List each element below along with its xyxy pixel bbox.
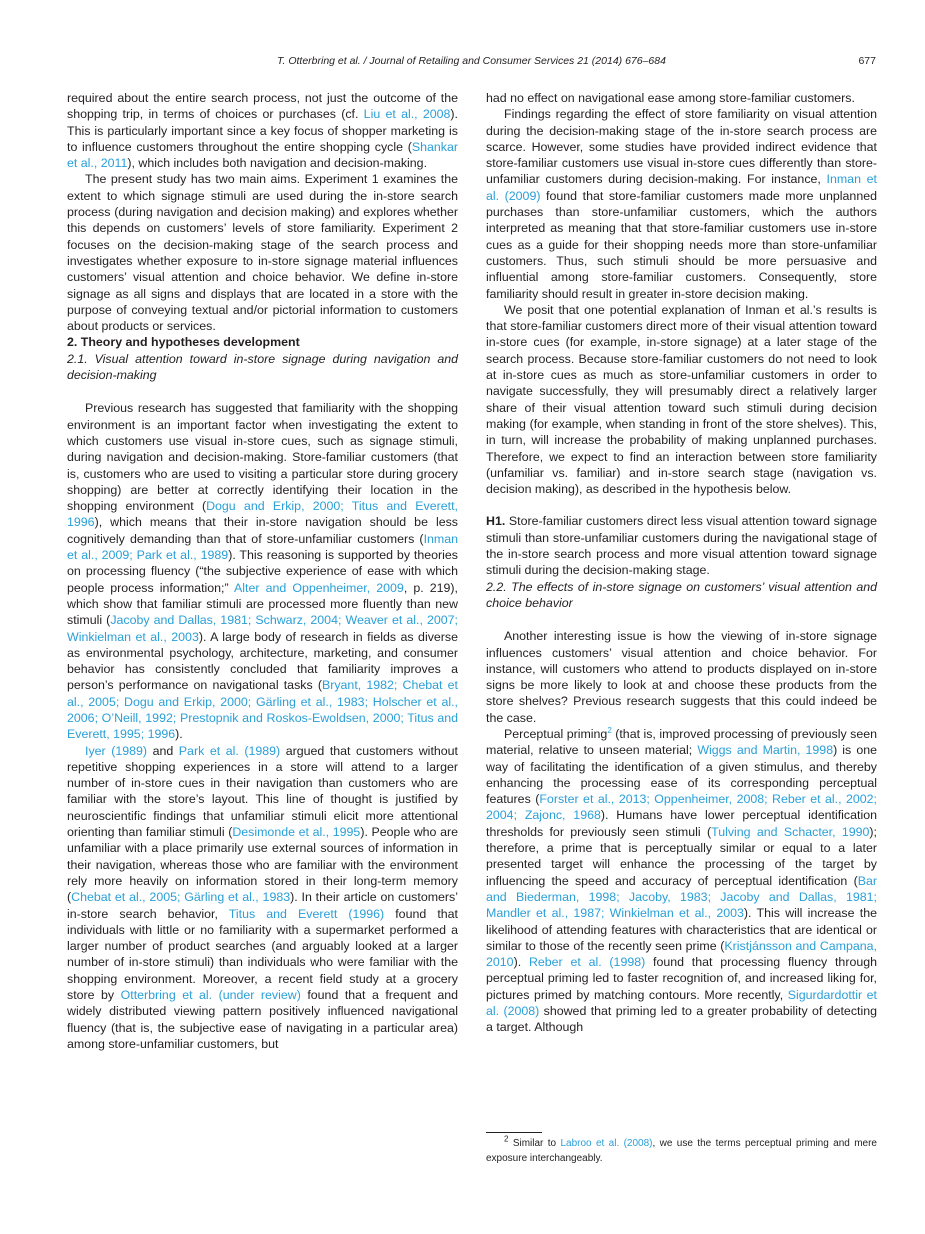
paragraph-text: , p. 219), which show that familiar stimuli are processed more fluently than new stimuli ( bbox=[67, 580, 458, 628]
paragraph-text: ). This is particularly important since a key focus of shopper marketing is to influence customers throughout the entire shopping cycle ( bbox=[67, 107, 458, 154]
citation-link[interactable]: Dogu and Erkip, 2000; Titus and Everett, 1996 bbox=[67, 499, 458, 530]
paragraph bbox=[486, 302, 877, 498]
paragraph-text: found that a frequent and widely distributed viewing pattern positively influenced navigational fluency (that is, the subjective ease of navigating in a particular area) among store-unfamiliar customers, but bbox=[67, 988, 458, 1051]
subsection-heading: 2.1. Visual attention toward in-store signage during navigation and decision-making bbox=[67, 351, 458, 383]
paragraph bbox=[486, 726, 877, 1036]
citation-link[interactable]: Kristjánsson and Campana, 2010 bbox=[486, 938, 877, 970]
page-number: 677 bbox=[858, 55, 876, 67]
running-header bbox=[67, 55, 876, 71]
citation-link[interactable]: Park et al. (1989) bbox=[178, 743, 281, 758]
citation-link[interactable]: Reber et al. (1998) bbox=[528, 955, 646, 970]
paragraph-text: had no effect on navigational ease among store-familiar customers. bbox=[486, 91, 855, 105]
citation-link[interactable]: Titus and Everett (1996) bbox=[228, 906, 385, 921]
paragraph-text: ) is one way of facilitating the identification of a given stimulus, and thereby enhancing the processing ease of its corresponding perceptual features ( bbox=[486, 743, 877, 807]
paragraph-text: ). In their article on customers’ in-store search behavior, bbox=[67, 890, 458, 921]
paragraph-text: Similar to bbox=[508, 1138, 561, 1149]
paragraph-text: ). This will increase the likelihood of attending features with characteristics that are identical or similar to those of the recently seen prime ( bbox=[486, 906, 877, 953]
paragraph-text: (that is, improved processing of previously seen material, relative to unseen material; bbox=[486, 726, 877, 758]
citation-link[interactable]: Bar and Biederman, 1998; Jacoby, 1983; Jacoby and Dallas, 1981; Mandler et al., 1987; Winkielman et al., 2003 bbox=[486, 873, 877, 921]
paragraph-text: We posit that one potential explanation of Inman et al.’s results is that store-familiar customers direct more of their visual attention toward in-store cues (for example, in-store signage) at a later stage of the search process. Because store-familiar customers do not need to look at in-store cues as much as store-unfamiliar customers in order to navigate successfully, they will presumably direct a relatively larger share of their visual attention toward such stimuli during decision making (for example, when standing in front of the store shelves). This, in turn, will increase the probability of making unplanned purchases. Therefore, we expect to find an interaction between store familiarity (unfamiliar vs. familiar) and in-store search stage (navigation vs. decision making), as described in the hypothesis below. bbox=[486, 302, 877, 497]
running-title: T. Otterbring et al. / Journal of Retailing and Consumer Services 21 (2014) 676–684 bbox=[277, 55, 666, 67]
left-column bbox=[67, 90, 458, 1052]
paragraph-text: ); therefore, a prime that is perceptually similar or equal to a later presented target will enhance the processing of the target by influencing the speed and accuracy of perceptual identification ( bbox=[486, 824, 877, 888]
paragraph bbox=[486, 106, 877, 302]
paragraph-text: showed that priming led to a greater probability of detecting a target. Although bbox=[486, 1004, 877, 1035]
paragraph-text: required about the entire search process, not just the outcome of the shopping trip, in terms of choices or purchases (cf. bbox=[67, 91, 458, 122]
footnote-marker: 2 bbox=[504, 1134, 509, 1144]
citation-link[interactable]: Inman et al., 2009; Park et al., 1989 bbox=[67, 531, 458, 563]
citation-link[interactable]: Bryant, 1982; Chebat et al., 2005; Dogu and Erkip, 2000; Gärling et al., 1983; Holscher et al., 2006; O’Neill, 1992; Prestopnik and Roskos-Ewoldsen, 2000; Titus and Everett, 1995; 1996 bbox=[67, 678, 458, 742]
paragraph-text: The present study has two main aims. Experiment 1 examines the extent to which signage stimuli are used during the in-store search process (during navigation and decision making) and explores whether this depends on customers’ levels of store familiarity. Experiment 2 focuses on the decision-making stage of the search process and investigates whether exposure to in-store signage material influences customers’ visual attention and choice behavior. We define in-store signage as all signs and displays that are located in a store with the purpose of conveying textual and/or pictorial information to customers about products or services. bbox=[67, 172, 458, 334]
paragraph-text: ), which includes both navigation and decision-making. bbox=[127, 156, 428, 171]
footnote-ref-link[interactable]: 2 bbox=[607, 725, 612, 735]
paragraph bbox=[67, 171, 458, 334]
paragraph-text: found that individuals with little or no familiarity with a supermarket performed a larger number of product searches (and arguably looked at a larger number of in-store stimuli) than individuals who were familiar with the shopping environment. Moreover, a recent field study at a grocery store by bbox=[67, 906, 458, 1003]
citation-link[interactable]: Otterbring et al. (under review) bbox=[120, 988, 301, 1003]
paragraph-text: found that processing fluency through perceptual priming led to faster recognition of, and increased liking for, pictures primed by matching contours. More recently, bbox=[486, 955, 878, 1002]
citation-link[interactable]: Inman et al. (2009) bbox=[486, 172, 877, 203]
section-heading: 2. Theory and hypotheses development bbox=[67, 335, 300, 350]
hypothesis bbox=[486, 513, 877, 578]
citation-link[interactable]: Labroo et al. (2008) bbox=[560, 1138, 653, 1149]
paragraph-text: found that store-familiar customers made more unplanned purchases than store-unfamiliar customers, which the authors interpreted as meaning that that store-familiar customers use in-store cues as a guide for their shopping needs more than store-unfamiliar customers. Thus, such stimuli should be more persuasive and influential among store-familiar customers. Consequently, store familiarity should result in greater in-store decision making. bbox=[486, 188, 877, 301]
citation-link[interactable]: Forster et al., 2013; Oppenheimer, 2008; Reber et al., 2002; 2004; Zajonc, 1968 bbox=[486, 792, 877, 823]
paragraph-text: ). bbox=[175, 727, 183, 742]
paragraph-text: ). bbox=[513, 955, 529, 970]
paragraph-text: ), which means that their in-store navigation should be less cognitively demanding than that of store-unfamiliar customers ( bbox=[67, 515, 458, 546]
citation-link[interactable]: Desimonde et al., 1995 bbox=[232, 825, 361, 840]
citation-link[interactable]: Liu et al., 2008 bbox=[363, 107, 451, 122]
paragraph-text: Another interesting issue is how the viewing of in-store signage influences customers’ visual attention and choice behavior. For instance, will customers who attend to products displayed on in-store signs be more likely to look at and choose these products from the store shelves? Previous research suggests that this could indeed be the case. bbox=[486, 629, 877, 725]
footnote-rule bbox=[486, 1132, 542, 1133]
citation-link[interactable]: Shankar et al., 2011 bbox=[67, 139, 458, 171]
citation-link[interactable]: Alter and Oppenheimer, 2009 bbox=[234, 580, 404, 595]
citation-link[interactable]: Sigurdardottir et al. (2008) bbox=[486, 987, 878, 1019]
paragraph bbox=[67, 743, 458, 1053]
paragraph-text: ). Humans have lower perceptual identification thresholds for previously seen stimuli ( bbox=[486, 808, 877, 839]
hypothesis-text: Store-familiar customers direct less visual attention toward signage stimuli than store-unfamiliar customers during the navigational stage of the in-store search process and more visual attention toward signage stimuli during the decision-making stage. bbox=[486, 514, 877, 578]
paragraph-text: ). People who are unfamiliar with a place primarily use external sources of information in their navigation, whereas those who are familiar with the environment rely more heavily on information stored in their long-term memory ( bbox=[67, 825, 458, 905]
citation-link[interactable]: Chebat et al., 2005; Gärling et al., 1983 bbox=[71, 890, 291, 905]
footnote bbox=[486, 1132, 877, 1166]
paragraph-text: , we use the terms perceptual priming and mere exposure interchangeably. bbox=[486, 1138, 877, 1164]
paragraph-text: ). This reasoning is supported by theories on processing fluency (“the subjective experience of ease with which people process information;” bbox=[67, 548, 458, 595]
footnote-text bbox=[486, 1136, 877, 1166]
citation-link[interactable]: Jacoby and Dallas, 1981; Schwarz, 2004; Weaver et al., 2007; Winkielman et al., 2003 bbox=[67, 613, 459, 644]
right-column bbox=[486, 90, 877, 1036]
paragraph-text: argued that customers without repetitive shopping experiences in a store will attend to a larger number of in-store cues in their navigation than customers who are familiar with the store’s layout. This line of thought is justified by neuroscientific findings that unfamiliar stimuli elicit more attentional orienting than familiar stimuli ( bbox=[67, 743, 458, 840]
subsection-heading: 2.2. The effects of in-store signage on customers’ visual attention and choice behavior bbox=[486, 579, 877, 610]
paragraph-text: Perceptual priming bbox=[504, 726, 608, 741]
paragraph-text: Findings regarding the effect of store familiarity on visual attention during the decision-making stage of the in-store search process are scarce. However, some studies have provided indirect evidence that store-familiar customers use visual in-store cues differently than store-unfamiliar customers during decision-making. For instance, bbox=[486, 107, 877, 187]
paragraph bbox=[486, 628, 877, 726]
hypothesis-label: H1. bbox=[486, 514, 506, 529]
paragraph bbox=[486, 90, 877, 106]
paragraph bbox=[67, 400, 458, 742]
paragraph-text: and bbox=[147, 743, 179, 758]
citation-link[interactable]: Wiggs and Martin, 1998 bbox=[697, 743, 834, 758]
paragraph-text: ). A large body of research in fields as diverse as environmental psychology, architecture, marketing, and consumer behavior has consistently concluded that familiarity improves a person’s performance on navigational tasks ( bbox=[67, 629, 458, 693]
citation-link[interactable]: Tulving and Schacter, 1990 bbox=[711, 824, 870, 839]
paragraph-text: Previous research has suggested that familiarity with the shopping environment is an important factor when investigating the extent to which customers use visual in-store cues, such as signage stimuli, during navigation and decision-making. Store-familiar customers (that is, customers who are used to visiting a particular store during grocery shopping) are better at correctly identifying their location in the shopping environment ( bbox=[67, 401, 458, 514]
citation-link[interactable]: Iyer (1989) bbox=[85, 743, 148, 758]
paragraph bbox=[67, 90, 458, 171]
